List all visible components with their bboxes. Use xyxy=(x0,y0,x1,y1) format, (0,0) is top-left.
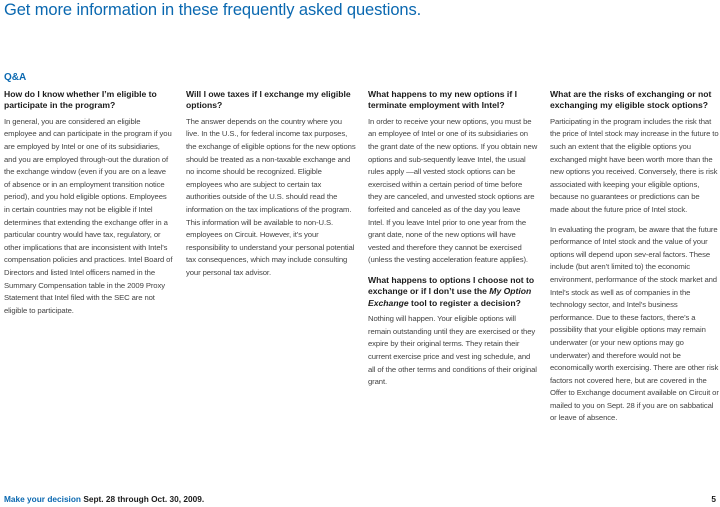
page-headline: Get more information in these frequently asked questions. xyxy=(4,1,422,19)
footer-accent: Make your decision xyxy=(4,494,82,504)
faq-column-2 xyxy=(186,89,356,280)
section-label: Q&A xyxy=(4,72,27,83)
footer-dates: Sept. 28 through Oct. 30, 2009. xyxy=(81,494,205,504)
faq-answer-2: In evaluating the program, be aware that the future performance of Intel stock and the value of your options will depend upon sev-eral factors. These include (but aren’t limited to) the economic environment, performance of the stock market and Intel’s stock as well as of companies in the technology sector, and Intel’s business performance. Due to these factors, there’s a possibility that your eligible options may remain underwater (or your new options may go underwater) and therefore would not be economically worth exercising. There are other risk factors not covered here, but are covered in the Offer to Exchange document available on Circuit or mailed to you on Sept. 28 if you are on sabbatical or leave of absence. xyxy=(550,224,719,423)
footer-note xyxy=(4,494,204,504)
faq-question: What happens to my new options if I terminate employment with Intel? xyxy=(368,89,517,111)
faq-answer-2: Nothing will happen. Your eligible options will remain outstanding until they are exercised or they expire by their original terms. They retain their current exercise price and vest ing schedule, and all of the other terms and conditions of their original grant. xyxy=(368,314,537,387)
faq-answer: In order to receive your new options, you must be an employee of Intel or one of its subsidiaries on the grant date of the new options. If you obtain new options and sub-sequently leave Intel, the usual rules apply —all vested stock options can be exercised within a certain period of time before they are canceled, and unvested stock options are forfeited and canceled as of the day you leave Intel. If you leave Intel prior to one year from the grant date, none of the new options will have vested and therefore they cannot be exercised (unless the vesting acceleration feature applies). xyxy=(368,116,538,265)
faq-answer: Participating in the program includes the risk that the price of Intel stock may increase in the future to such an extent that the eligible options you exchanged might have been worth more than the new options you received. Conversely, there is risk associated with keeping your eligible options, because no guarantees or predictions can be made about the future price of Intel stock. xyxy=(550,116,719,214)
faq-column-4 xyxy=(550,89,720,425)
faq-question-2-text: What happens to options I choose not to exchange or if I don’t use the xyxy=(368,274,535,297)
faq-column-1 xyxy=(4,89,174,317)
tool-name: My Option Exchange xyxy=(368,286,532,308)
page-number: 5 xyxy=(711,494,716,504)
faq-question-2-tail: tool to register a decision? xyxy=(408,297,521,308)
faq-column-3 xyxy=(368,89,538,389)
faq-question: Will I owe taxes if I exchange my eligible options? xyxy=(186,89,351,111)
faq-answer: The answer depends on the country where you live. In the U.S., for federal income tax purposes, the exchange of eligible options for the new options should be treated as a non-taxable exchange and no income should be recognized. Eligible employees who are subject to certain tax authorities outside of the U.S. should read the information on the tax implications of the program. This information will be available to non-U.S. employees on Circuit. However, it’s your responsibility to understand your personal potential tax consequences, which may include consulting your personal tax advisor. xyxy=(186,116,356,277)
faq-question: How do I know whether I’m eligible to participate in the program? xyxy=(4,89,157,111)
faq-question: What are the risks of exchanging or not exchanging my eligible stock options? xyxy=(550,89,712,111)
faq-answer: In general, you are considered an eligible employee and can participate in the program if you are employed by Intel or one of its subsidiaries, and you are employed through-out the duration of the exchange window (even if you are on a leave of absence or in an employment transition notice period), and you hold eligible options. Employees in certain countries may not be eligible if Intel determines that extending the exchange offer in a particular country would have tax, regulatory, or other implications that are inconsistent with Intel’s compensation policies and practices. Intel Board of Directors and listed Intel officers named in the Summary Compensation table in the 2009 Proxy Statement that Intel filed with the SEC are not eligible to participate. xyxy=(4,116,173,315)
faq-question-2 xyxy=(368,275,538,309)
